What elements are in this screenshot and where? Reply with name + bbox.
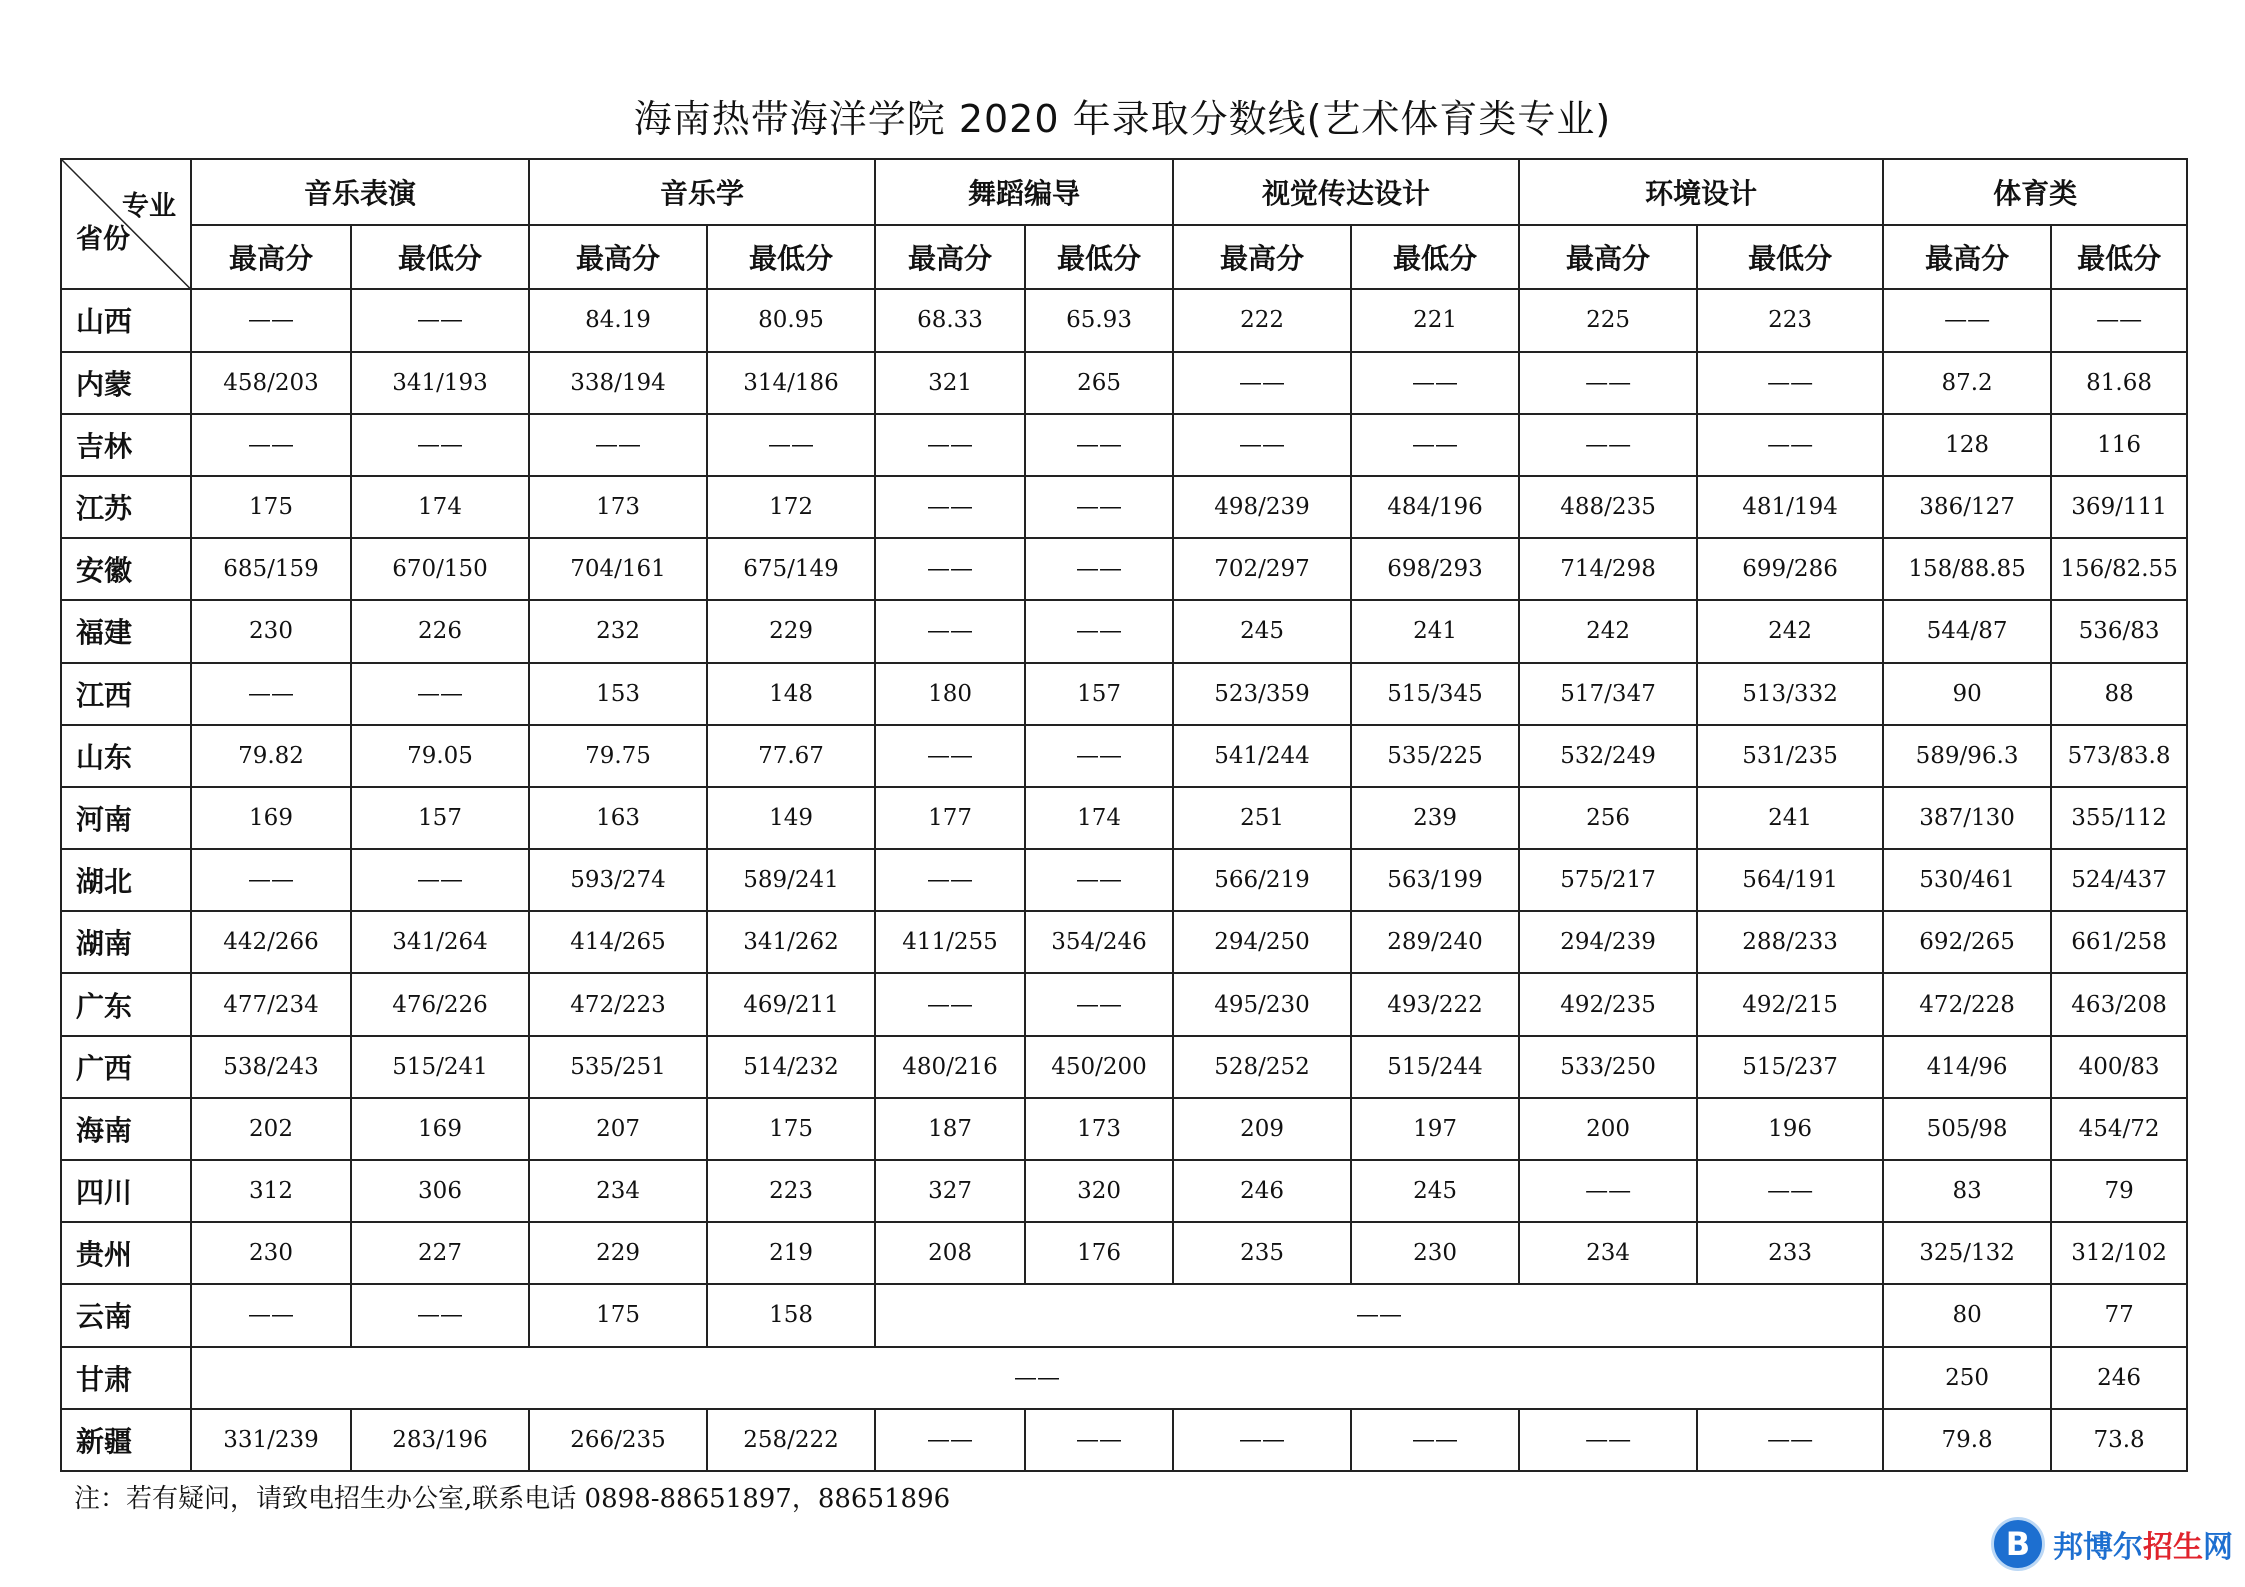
table-row [61, 663, 2187, 725]
province-cell: 湖南 [61, 911, 191, 973]
score-cell: —— [1351, 352, 1519, 414]
score-cell: 492/215 [1697, 973, 1883, 1035]
score-cell: —— [875, 973, 1025, 1035]
score-cell: 541/244 [1173, 725, 1351, 787]
score-cell: 472/223 [529, 973, 707, 1035]
score-cell: 225 [1519, 289, 1697, 351]
score-cell: 312/102 [2051, 1222, 2187, 1284]
score-cell: 80 [1883, 1284, 2051, 1346]
score-cell: —— [1519, 414, 1697, 476]
score-cell: —— [191, 414, 351, 476]
score-cell: 505/98 [1883, 1098, 2051, 1160]
score-cell: —— [1025, 600, 1173, 662]
max-score-header: 最高分 [875, 225, 1025, 289]
score-cell: 476/226 [351, 973, 529, 1035]
corner-province-label: 省份 [76, 224, 130, 256]
score-cell: 454/72 [2051, 1098, 2187, 1160]
score-cell: —— [1025, 725, 1173, 787]
score-cell: 566/219 [1173, 849, 1351, 911]
province-cell: 云南 [61, 1284, 191, 1346]
score-cell: —— [875, 414, 1025, 476]
score-cell: 229 [707, 600, 875, 662]
score-cell: 149 [707, 787, 875, 849]
score-cell: 158/88.85 [1883, 538, 2051, 600]
score-cell: 223 [1697, 289, 1883, 351]
table-row [61, 787, 2187, 849]
table-row [61, 538, 2187, 600]
score-cell: 174 [1025, 787, 1173, 849]
score-cell: 175 [191, 476, 351, 538]
score-cell: 148 [707, 663, 875, 725]
table-row [61, 973, 2187, 1035]
score-cell: —— [707, 414, 875, 476]
score-cell: 245 [1173, 600, 1351, 662]
score-cell: 400/83 [2051, 1036, 2187, 1098]
max-score-header: 最高分 [1883, 225, 2051, 289]
province-cell: 山西 [61, 289, 191, 351]
table-row [61, 911, 2187, 973]
score-cell: 355/112 [2051, 787, 2187, 849]
score-cell: 163 [529, 787, 707, 849]
score-cell: 573/83.8 [2051, 725, 2187, 787]
score-cell: 246 [1173, 1160, 1351, 1222]
score-cell: 535/251 [529, 1036, 707, 1098]
score-cell: 533/250 [1519, 1036, 1697, 1098]
score-cell: —— [875, 600, 1025, 662]
province-cell: 新疆 [61, 1409, 191, 1471]
score-cell: 450/200 [1025, 1036, 1173, 1098]
score-cell: 387/130 [1883, 787, 2051, 849]
table-row [61, 1284, 2187, 1346]
score-cell: 242 [1697, 600, 1883, 662]
table-row [61, 1347, 2187, 1409]
score-cell: —— [1025, 476, 1173, 538]
score-cell: 484/196 [1351, 476, 1519, 538]
score-cell: 593/274 [529, 849, 707, 911]
score-cell: —— [1519, 1160, 1697, 1222]
table-row [61, 725, 2187, 787]
score-cell: 320 [1025, 1160, 1173, 1222]
province-cell: 安徽 [61, 538, 191, 600]
score-cell: —— [1697, 414, 1883, 476]
score-cell: 442/266 [191, 911, 351, 973]
score-cell: 79 [2051, 1160, 2187, 1222]
score-cell: 530/461 [1883, 849, 2051, 911]
watermark-logo [1991, 1517, 2233, 1571]
score-cell: 153 [529, 663, 707, 725]
score-cell: 469/211 [707, 973, 875, 1035]
merged-score-cell: —— [875, 1284, 1883, 1346]
province-cell: 吉林 [61, 414, 191, 476]
province-cell: 内蒙 [61, 352, 191, 414]
score-table [60, 158, 2188, 1472]
score-cell: 495/230 [1173, 973, 1351, 1035]
header-corner-cell [61, 159, 191, 289]
max-score-header: 最高分 [1173, 225, 1351, 289]
score-cell: 327 [875, 1160, 1025, 1222]
score-cell: 209 [1173, 1098, 1351, 1160]
score-cell: 175 [707, 1098, 875, 1160]
max-score-header: 最高分 [191, 225, 351, 289]
score-cell: 386/127 [1883, 476, 2051, 538]
corner-major-label: 专业 [122, 191, 176, 222]
score-cell: 230 [191, 600, 351, 662]
score-cell: —— [1025, 1409, 1173, 1471]
score-cell: —— [1697, 1160, 1883, 1222]
score-cell: 513/332 [1697, 663, 1883, 725]
score-cell: 692/265 [1883, 911, 2051, 973]
province-cell: 四川 [61, 1160, 191, 1222]
score-cell: 564/191 [1697, 849, 1883, 911]
score-cell: 202 [191, 1098, 351, 1160]
score-cell: 294/250 [1173, 911, 1351, 973]
score-cell: —— [1025, 973, 1173, 1035]
score-cell: 242 [1519, 600, 1697, 662]
score-cell: —— [351, 414, 529, 476]
score-cell: 699/286 [1697, 538, 1883, 600]
score-cell: 515/244 [1351, 1036, 1519, 1098]
table-row [61, 849, 2187, 911]
score-cell: 245 [1351, 1160, 1519, 1222]
score-cell: 563/199 [1351, 849, 1519, 911]
score-cell: 128 [1883, 414, 2051, 476]
footnote: 注：若有疑问，请致电招生办公室,联系电话 0898-88651897，88651896 [74, 1484, 951, 1514]
score-cell: —— [2051, 289, 2187, 351]
score-cell: 222 [1173, 289, 1351, 351]
score-cell: 288/233 [1697, 911, 1883, 973]
score-cell: 175 [529, 1284, 707, 1346]
table-row [61, 1098, 2187, 1160]
score-cell: 331/239 [191, 1409, 351, 1471]
score-cell: 515/345 [1351, 663, 1519, 725]
score-cell: 312 [191, 1160, 351, 1222]
merged-score-cell: —— [191, 1347, 1883, 1409]
score-cell: 515/241 [351, 1036, 529, 1098]
score-cell: —— [191, 663, 351, 725]
score-cell: —— [191, 289, 351, 351]
score-cell: 661/258 [2051, 911, 2187, 973]
score-cell: 177 [875, 787, 1025, 849]
score-cell: —— [351, 849, 529, 911]
min-score-header: 最低分 [1697, 225, 1883, 289]
score-cell: —— [529, 414, 707, 476]
score-cell: 670/150 [351, 538, 529, 600]
score-cell: —— [1351, 1409, 1519, 1471]
score-cell: 265 [1025, 352, 1173, 414]
score-cell: 226 [351, 600, 529, 662]
score-cell: —— [1351, 414, 1519, 476]
score-cell: 477/234 [191, 973, 351, 1035]
score-cell: 480/216 [875, 1036, 1025, 1098]
score-cell: —— [191, 1284, 351, 1346]
score-cell: 79.75 [529, 725, 707, 787]
score-cell: 158 [707, 1284, 875, 1346]
score-cell: —— [875, 476, 1025, 538]
score-cell: 239 [1351, 787, 1519, 849]
score-cell: 65.93 [1025, 289, 1173, 351]
score-cell: —— [1025, 414, 1173, 476]
score-cell: —— [875, 725, 1025, 787]
score-cell: —— [875, 849, 1025, 911]
watermark-badge: B [1991, 1517, 2045, 1571]
score-cell: 176 [1025, 1222, 1173, 1284]
province-cell: 山东 [61, 725, 191, 787]
score-cell: 488/235 [1519, 476, 1697, 538]
score-cell: 251 [1173, 787, 1351, 849]
score-cell: 369/111 [2051, 476, 2187, 538]
score-cell: —— [1173, 1409, 1351, 1471]
score-cell: 325/132 [1883, 1222, 2051, 1284]
score-cell: 173 [1025, 1098, 1173, 1160]
score-cell: 338/194 [529, 352, 707, 414]
score-cell: 714/298 [1519, 538, 1697, 600]
score-cell: 463/208 [2051, 973, 2187, 1035]
score-cell: 294/239 [1519, 911, 1697, 973]
score-cell: 232 [529, 600, 707, 662]
score-cell: 174 [351, 476, 529, 538]
major-header: 环境设计 [1519, 159, 1883, 225]
score-cell: 230 [1351, 1222, 1519, 1284]
score-cell: 246 [2051, 1347, 2187, 1409]
score-cell: 219 [707, 1222, 875, 1284]
score-cell: —— [351, 1284, 529, 1346]
score-cell: 492/235 [1519, 973, 1697, 1035]
score-cell: —— [1519, 352, 1697, 414]
score-cell: 306 [351, 1160, 529, 1222]
score-cell: —— [1697, 352, 1883, 414]
score-cell: 523/359 [1173, 663, 1351, 725]
score-cell: 169 [351, 1098, 529, 1160]
score-cell: 180 [875, 663, 1025, 725]
score-cell: —— [875, 1409, 1025, 1471]
province-cell: 河南 [61, 787, 191, 849]
score-cell: 90 [1883, 663, 2051, 725]
score-cell: 79.82 [191, 725, 351, 787]
score-cell: 79.05 [351, 725, 529, 787]
score-cell: 116 [2051, 414, 2187, 476]
score-cell: 321 [875, 352, 1025, 414]
score-cell: 173 [529, 476, 707, 538]
max-score-header: 最高分 [529, 225, 707, 289]
score-cell: 544/87 [1883, 600, 2051, 662]
table-row [61, 1160, 2187, 1222]
score-cell: 528/252 [1173, 1036, 1351, 1098]
score-cell: 83 [1883, 1160, 2051, 1222]
province-cell: 江苏 [61, 476, 191, 538]
score-cell: —— [1173, 352, 1351, 414]
score-cell: 208 [875, 1222, 1025, 1284]
score-cell: 234 [529, 1160, 707, 1222]
score-cell: 414/265 [529, 911, 707, 973]
score-cell: 77 [2051, 1284, 2187, 1346]
min-score-header: 最低分 [1025, 225, 1173, 289]
major-header: 体育类 [1883, 159, 2187, 225]
table-row [61, 289, 2187, 351]
score-cell: 341/264 [351, 911, 529, 973]
score-cell: 538/243 [191, 1036, 351, 1098]
score-cell: —— [191, 849, 351, 911]
score-cell: 68.33 [875, 289, 1025, 351]
score-cell: 266/235 [529, 1409, 707, 1471]
score-cell: 157 [351, 787, 529, 849]
province-cell: 贵州 [61, 1222, 191, 1284]
score-cell: 250 [1883, 1347, 2051, 1409]
score-cell: 233 [1697, 1222, 1883, 1284]
score-cell: 221 [1351, 289, 1519, 351]
table-row [61, 1036, 2187, 1098]
score-cell: 515/237 [1697, 1036, 1883, 1098]
table-row [61, 1222, 2187, 1284]
score-cell: 535/225 [1351, 725, 1519, 787]
table-row [61, 414, 2187, 476]
score-cell: —— [351, 663, 529, 725]
province-cell: 广西 [61, 1036, 191, 1098]
score-cell: 702/297 [1173, 538, 1351, 600]
score-cell: —— [1519, 1409, 1697, 1471]
score-cell: 223 [707, 1160, 875, 1222]
score-cell: 258/222 [707, 1409, 875, 1471]
table-row [61, 1409, 2187, 1471]
major-header: 音乐学 [529, 159, 875, 225]
score-cell: —— [1025, 538, 1173, 600]
min-score-header: 最低分 [351, 225, 529, 289]
score-cell: 77.67 [707, 725, 875, 787]
score-cell: 200 [1519, 1098, 1697, 1160]
score-cell: 341/193 [351, 352, 529, 414]
score-cell: —— [875, 538, 1025, 600]
score-cell: —— [351, 289, 529, 351]
score-cell: 157 [1025, 663, 1173, 725]
score-cell: 704/161 [529, 538, 707, 600]
table-row [61, 476, 2187, 538]
score-cell: 235 [1173, 1222, 1351, 1284]
province-cell: 海南 [61, 1098, 191, 1160]
major-header: 舞蹈编导 [875, 159, 1173, 225]
score-cell: 493/222 [1351, 973, 1519, 1035]
score-cell: 472/228 [1883, 973, 2051, 1035]
province-cell: 甘肃 [61, 1347, 191, 1409]
table-row [61, 352, 2187, 414]
province-cell: 江西 [61, 663, 191, 725]
score-cell: 81.68 [2051, 352, 2187, 414]
score-cell: 314/186 [707, 352, 875, 414]
min-score-header: 最低分 [1351, 225, 1519, 289]
score-cell: 517/347 [1519, 663, 1697, 725]
max-score-header: 最高分 [1519, 225, 1697, 289]
score-cell: 524/437 [2051, 849, 2187, 911]
score-cell: 354/246 [1025, 911, 1173, 973]
score-cell: 227 [351, 1222, 529, 1284]
province-cell: 广东 [61, 973, 191, 1035]
score-cell: 458/203 [191, 352, 351, 414]
score-cell: —— [1025, 849, 1173, 911]
score-cell: 241 [1351, 600, 1519, 662]
score-cell: —— [1173, 414, 1351, 476]
score-cell: 229 [529, 1222, 707, 1284]
score-cell: 289/240 [1351, 911, 1519, 973]
province-cell: 湖北 [61, 849, 191, 911]
table-row [61, 600, 2187, 662]
score-cell: 207 [529, 1098, 707, 1160]
score-cell: 481/194 [1697, 476, 1883, 538]
score-cell: 88 [2051, 663, 2187, 725]
score-cell: 79.8 [1883, 1409, 2051, 1471]
score-cell: —— [1697, 1409, 1883, 1471]
score-cell: 411/255 [875, 911, 1025, 973]
score-cell: 230 [191, 1222, 351, 1284]
score-cell: 80.95 [707, 289, 875, 351]
score-cell: 187 [875, 1098, 1025, 1160]
score-cell: 675/149 [707, 538, 875, 600]
score-cell: 589/241 [707, 849, 875, 911]
major-header: 视觉传达设计 [1173, 159, 1519, 225]
score-cell: 197 [1351, 1098, 1519, 1160]
score-cell: 498/239 [1173, 476, 1351, 538]
score-cell: 685/159 [191, 538, 351, 600]
score-cell: 84.19 [529, 289, 707, 351]
score-cell: 532/249 [1519, 725, 1697, 787]
score-cell: 156/82.55 [2051, 538, 2187, 600]
score-cell: 414/96 [1883, 1036, 2051, 1098]
min-score-header: 最低分 [707, 225, 875, 289]
score-cell: 196 [1697, 1098, 1883, 1160]
province-cell: 福建 [61, 600, 191, 662]
score-cell: 73.8 [2051, 1409, 2187, 1471]
score-cell: 531/235 [1697, 725, 1883, 787]
score-cell: 536/83 [2051, 600, 2187, 662]
score-cell: 575/217 [1519, 849, 1697, 911]
score-cell: 341/262 [707, 911, 875, 973]
score-cell: 241 [1697, 787, 1883, 849]
page-title: 海南热带海洋学院 2020 年录取分数线(艺术体育类专业) [633, 97, 1612, 141]
score-cell: 514/232 [707, 1036, 875, 1098]
score-cell: 283/196 [351, 1409, 529, 1471]
watermark-text: 邦博尔招生网 [2053, 1530, 2233, 1565]
score-cell: 234 [1519, 1222, 1697, 1284]
score-cell: —— [1883, 289, 2051, 351]
score-cell: 589/96.3 [1883, 725, 2051, 787]
score-cell: 87.2 [1883, 352, 2051, 414]
score-cell: 169 [191, 787, 351, 849]
major-header: 音乐表演 [191, 159, 529, 225]
score-cell: 698/293 [1351, 538, 1519, 600]
score-cell: 256 [1519, 787, 1697, 849]
score-cell: 172 [707, 476, 875, 538]
min-score-header: 最低分 [2051, 225, 2187, 289]
